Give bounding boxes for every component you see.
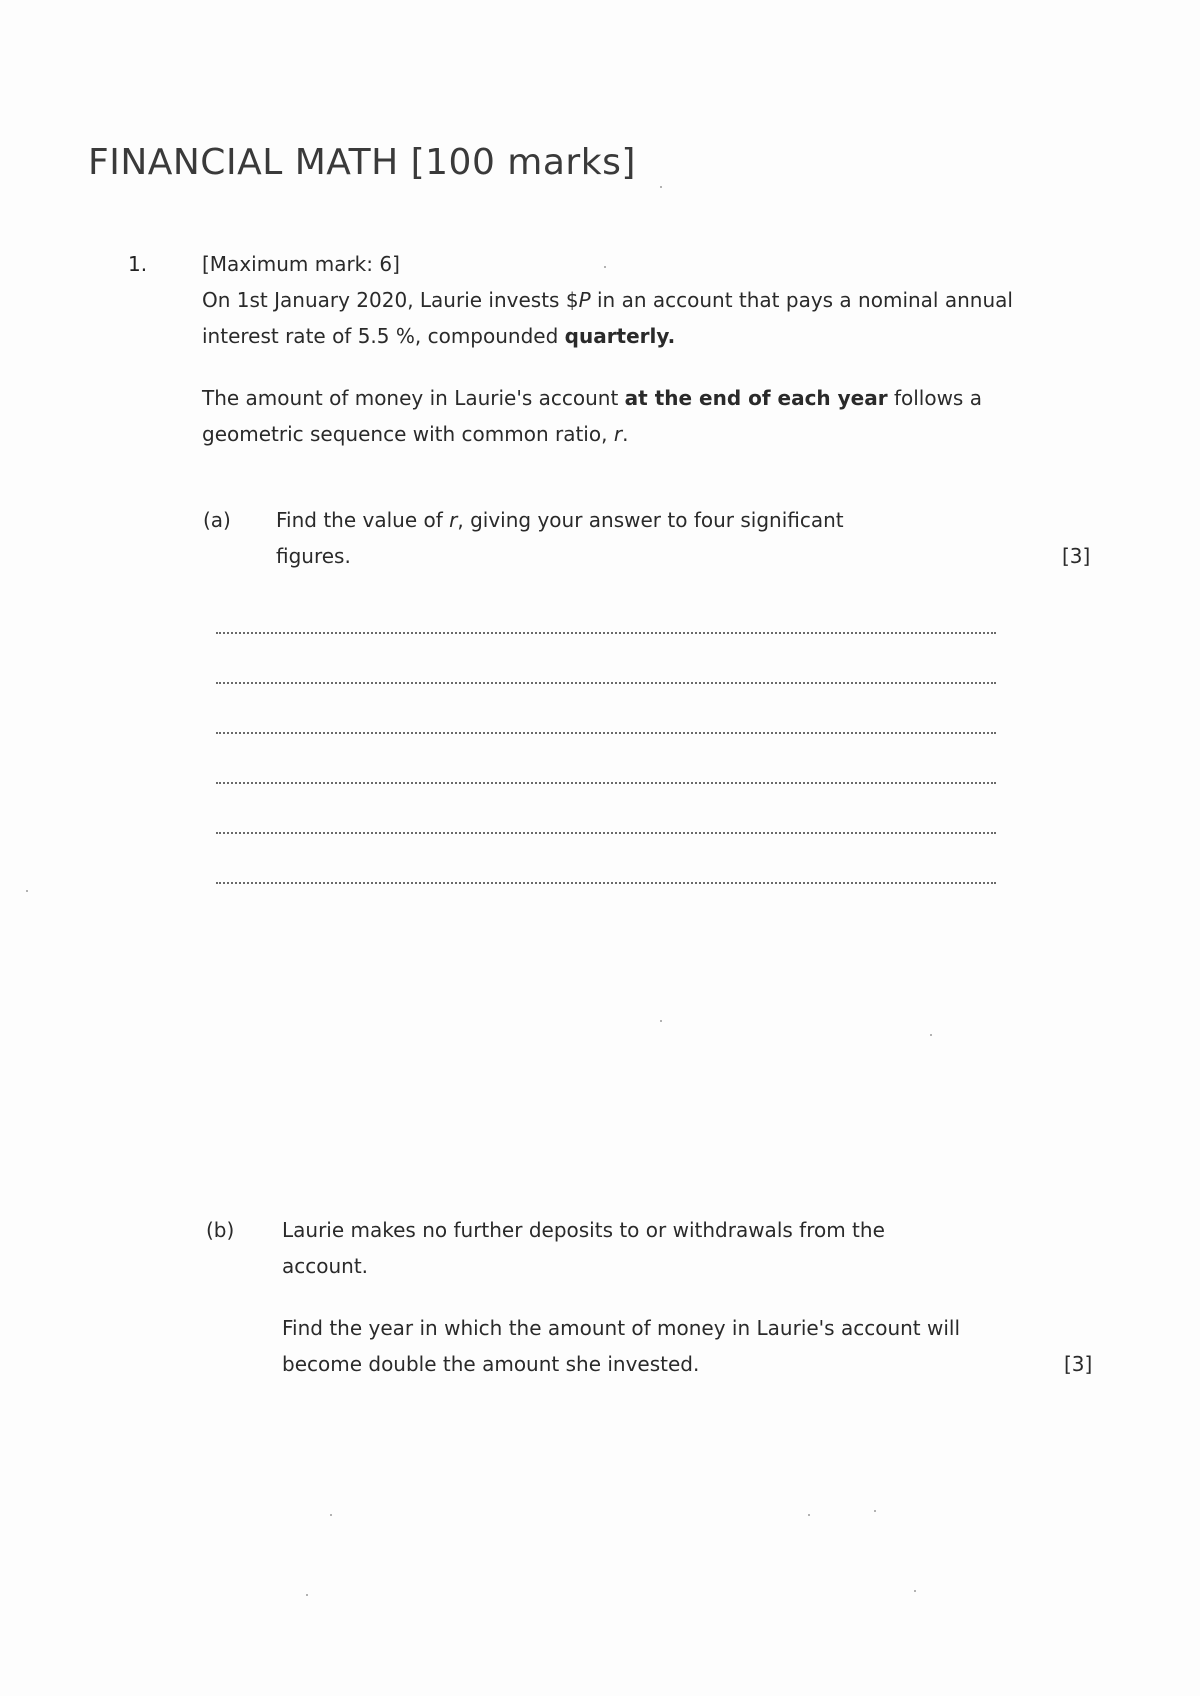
section-title: FINANCIAL MATH [100 marks] <box>88 142 636 183</box>
scan-speck <box>604 266 606 268</box>
part-b-label: (b) <box>206 1218 235 1242</box>
scan-speck <box>808 1514 810 1516</box>
scan-speck <box>930 1034 932 1036</box>
stem-variable-p: P <box>578 288 591 312</box>
scan-speck <box>874 1510 876 1512</box>
answer-line[interactable] <box>216 682 996 684</box>
scan-speck <box>330 1514 332 1516</box>
stem2-variable-r: r <box>613 422 623 446</box>
question-number: 1. <box>128 252 148 276</box>
question-stem <box>202 282 1022 354</box>
scan-speck <box>26 890 28 892</box>
scan-speck <box>306 1594 308 1596</box>
maximum-mark: [Maximum mark: 6] <box>202 252 400 276</box>
part-b-text-1: Laurie makes no further deposits to or withdrawals from the account. <box>282 1218 885 1278</box>
part-a-text <box>276 502 916 574</box>
stem-text-1: On 1st January 2020, Laurie invests $ <box>202 288 579 312</box>
scan-speck <box>660 1020 662 1022</box>
stem-text-2: in an account that pays a nominal annual interest rate of 5.5 %, compounded <box>202 288 1013 348</box>
stem2-text-1: The amount of money in Laurie's account <box>202 386 625 410</box>
part-a-variable-r: r <box>449 508 458 532</box>
scan-speck <box>914 1590 916 1592</box>
stem2-text-2: follows a geometric sequence with common ratio, <box>202 386 982 446</box>
answer-lines <box>216 632 996 932</box>
stem2-bold: at the end of each year <box>624 386 888 410</box>
question-stem-2 <box>202 380 1022 452</box>
stem-bold-quarterly: quarterly. <box>564 324 676 348</box>
part-b-text-2: Find the year in which the amount of money in Laurie's account will become double the amount she invested. <box>282 1316 961 1376</box>
answer-line[interactable] <box>216 632 996 634</box>
answer-line[interactable] <box>216 882 996 884</box>
part-a-marks: [3] <box>1062 544 1091 568</box>
stem2-end: . <box>622 422 629 446</box>
part-b-marks: [3] <box>1064 1352 1093 1376</box>
answer-line[interactable] <box>216 832 996 834</box>
part-a-label: (a) <box>203 508 231 532</box>
answer-line[interactable] <box>216 732 996 734</box>
part-a-text-2: , giving your answer to four significant figures. <box>276 508 844 568</box>
part-a-text-1: Find the value of <box>276 508 450 532</box>
answer-line[interactable] <box>216 782 996 784</box>
scan-speck <box>660 186 662 188</box>
